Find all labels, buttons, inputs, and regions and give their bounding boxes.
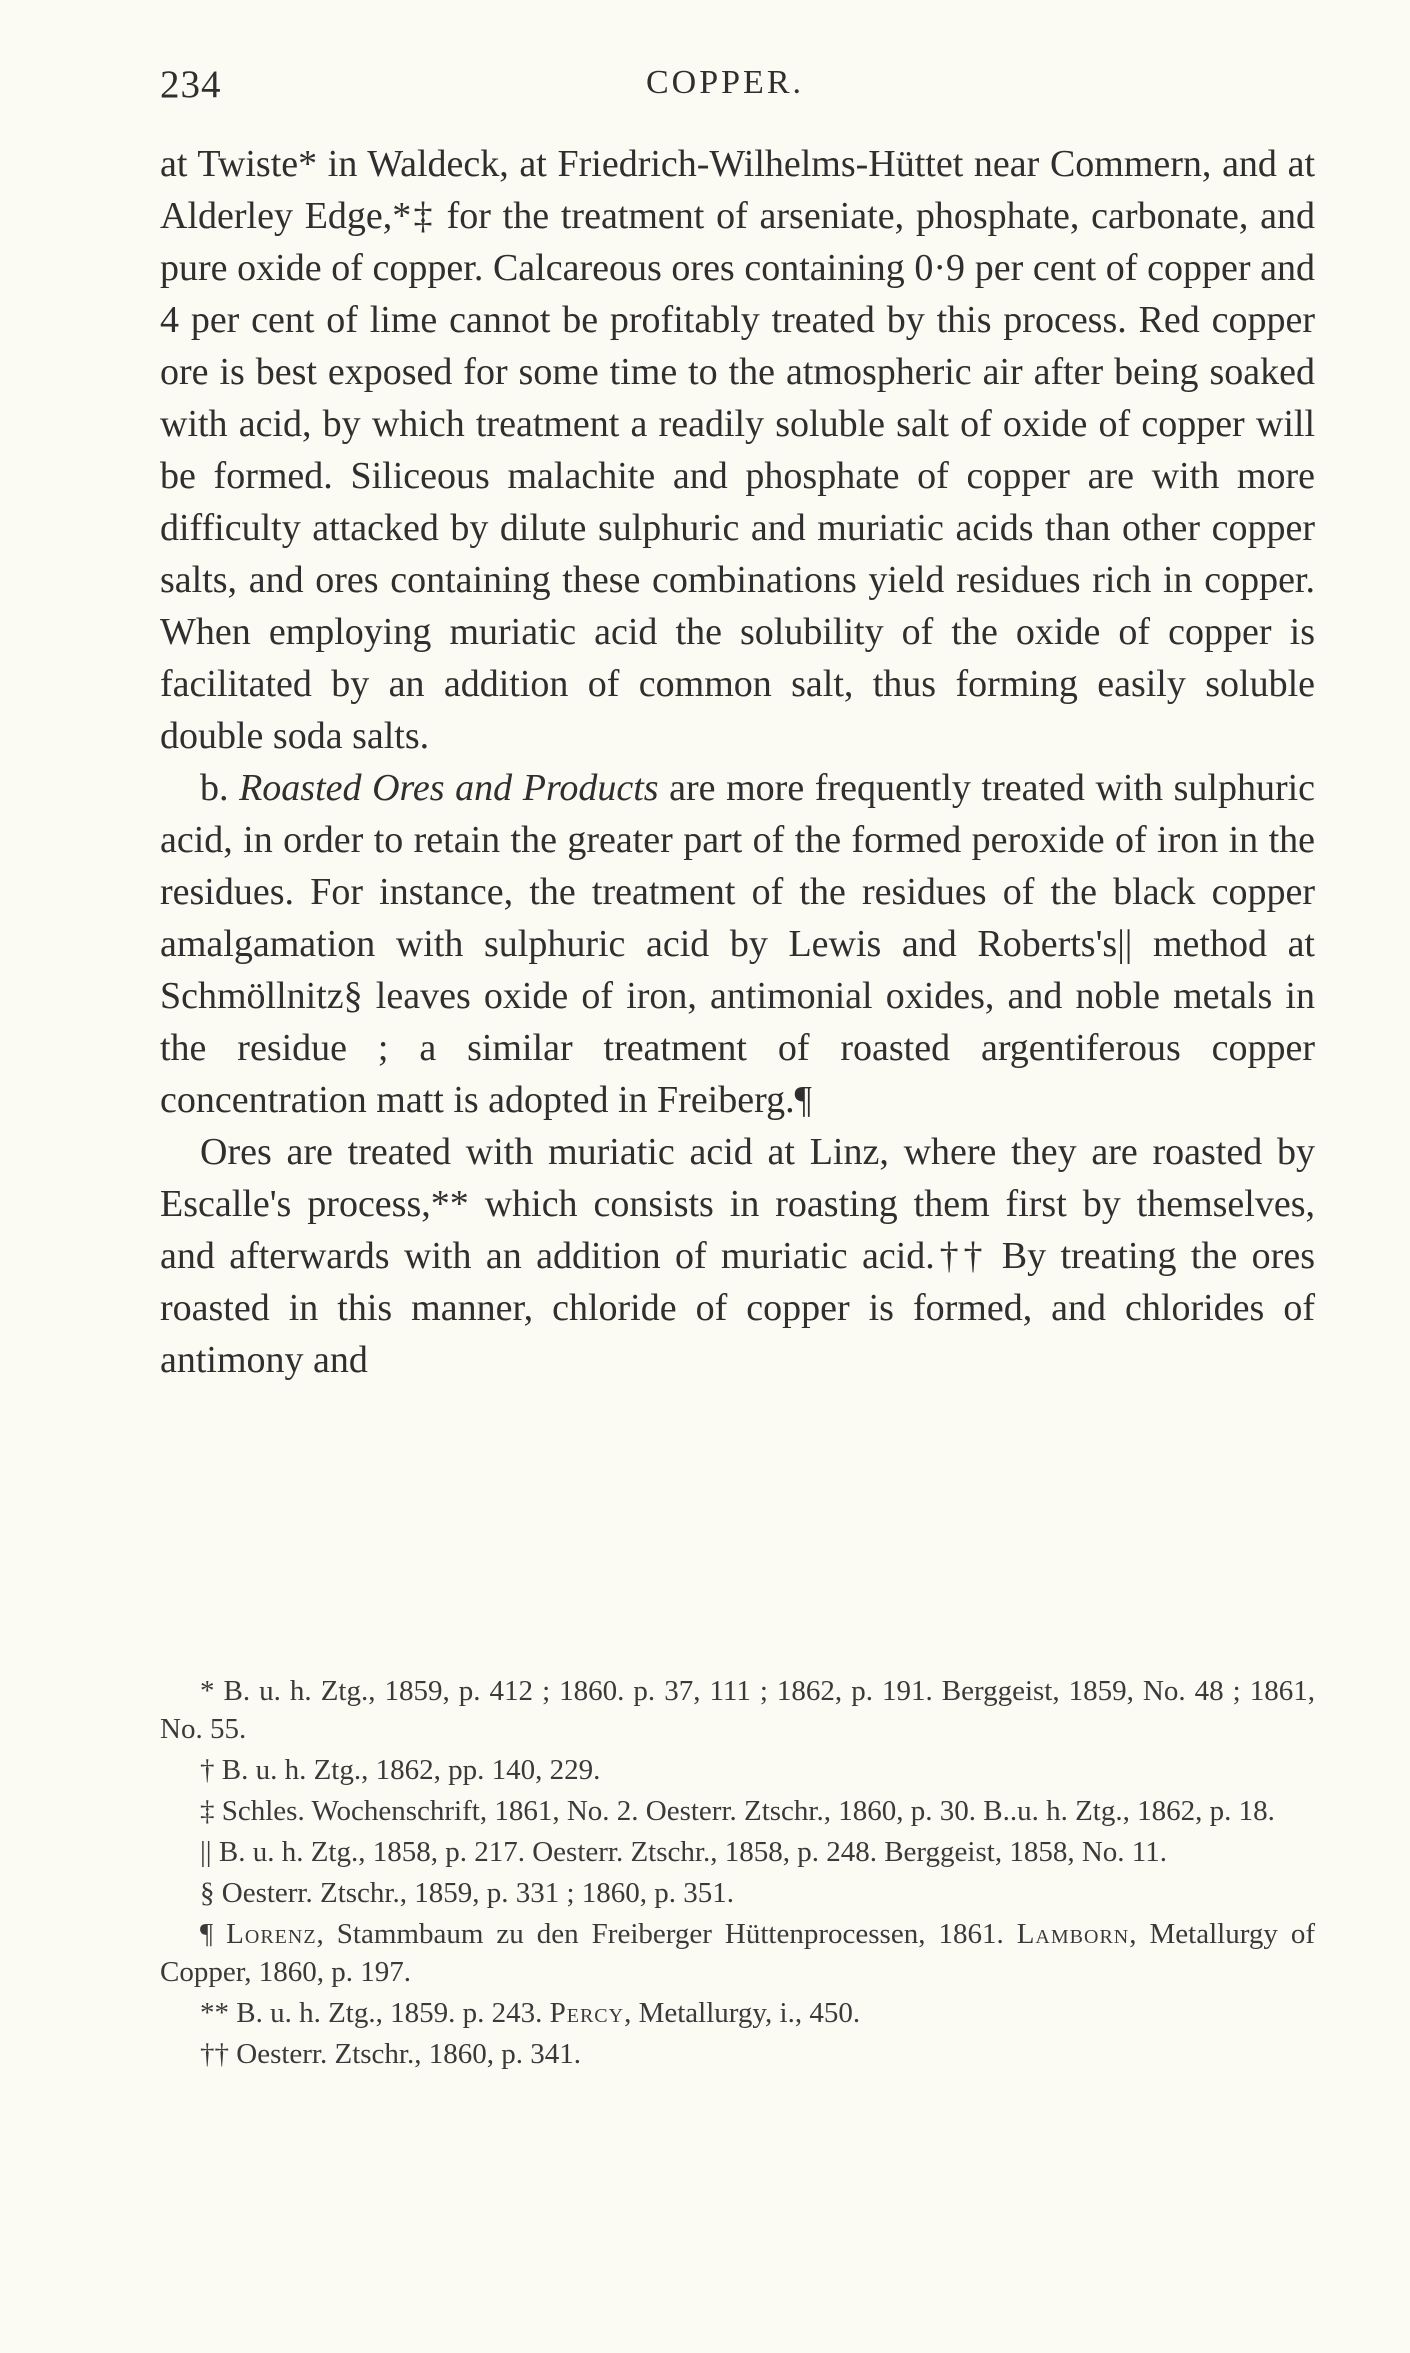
footnote-2: † B. u. h. Ztg., 1862, pp. 140, 229.	[200, 1754, 601, 1786]
footnote-3: ‡ Schles. Wochenschrift, 1861, No. 2. Oesterr. Ztschr., 1860, p. 30. B..u. h. Ztg., 1862, p. 18.	[200, 1795, 1275, 1827]
footnotes	[160, 1672, 1315, 2076]
footnote-7-text-1: ** B. u. h. Ztg., 1859. p. 243.	[200, 1997, 543, 2029]
footnote-6-mark: ¶	[200, 1918, 214, 1950]
paragraph-2	[160, 762, 1315, 1126]
footnote-7-author: Percy	[549, 1997, 625, 2029]
footnote-7-text-2: , Metallurgy, i., 450.	[624, 1997, 861, 2029]
footnote-6	[160, 1915, 1315, 1991]
footnote-6-text-1: , Stammbaum zu den Freiberger Hüttenprocessen, 1861.	[316, 1918, 1004, 1950]
running-title: COPPER.	[646, 64, 804, 101]
paragraph-2-label: b.	[200, 767, 229, 809]
footnote-7	[160, 1994, 1315, 2032]
footnote-5: § Oesterr. Ztschr., 1859, p. 331 ; 1860, p. 351.	[200, 1877, 735, 1909]
footnote-6-author-1: Lorenz	[226, 1918, 317, 1950]
paragraph-1: at Twiste* in Waldeck, at Friedrich-Wilhelms-Hüttet near Commern, and at Alderley Edge,*‡ for the treatment of arseniate, phosphate, carbonate, and pure oxide of copper. Calcareous ores containing 0·9 per cent of copper and 4 per cent of lime cannot be profitably treated by this process. Red copper ore is best exposed for some time to the atmospheric air after being soaked with acid, by which treatment a readily soluble salt of oxide of copper will be formed. Siliceous malachite and phosphate of copper are with more difficulty attacked by dilute sulphuric and muriatic acids than other copper salts, and ores containing these combinations yield residues rich in copper. When employing muriatic acid the solubility of the oxide of copper is facilitated by an addition of common salt, thus forming easily soluble double soda salts.	[160, 143, 1315, 757]
footnote-4: || B. u. h. Ztg., 1858, p. 217. Oesterr. Ztschr., 1858, p. 248. Berggeist, 1858, No. 11.	[200, 1836, 1167, 1868]
page-number: 234	[160, 63, 222, 106]
body-text	[160, 138, 1315, 1386]
footnote-6-author-2: Lamborn	[1016, 1918, 1130, 1950]
paragraph-2-text: are more frequently treated with sulphuric acid, in order to retain the greater part of the formed peroxide of iron in the residues. For instance, the treatment of the residues of the black copper amalgamation with sulphuric acid by Lewis and Roberts's|| method at Schmöllnitz§ leaves oxide of iron, antimonial oxides, and noble metals in the residue ; a similar treatment of roasted argentiferous copper concentration matt is adopted in Freiberg.¶	[160, 767, 1316, 1121]
paragraph-3: Ores are treated with muriatic acid at Linz, where they are roasted by Escalle's process,** which consists in roasting them first by themselves, and afterwards with an addition of muriatic acid.†† By treating the ores roasted in this manner, chloride of copper is formed, and chlorides of antimony and	[160, 1131, 1315, 1381]
paragraph-2-heading: Roasted Ores and Products	[239, 767, 659, 809]
footnote-1: * B. u. h. Ztg., 1859, p. 412 ; 1860. p. 37, 111 ; 1862, p. 191. Berggeist, 1859, No. 48 ; 1861, No. 55.	[160, 1675, 1315, 1745]
footnote-8: †† Oesterr. Ztschr., 1860, p. 341.	[200, 2038, 581, 2070]
footnote-6-text-2: , Metallurgy of Copper, 1860, p. 197.	[160, 1918, 1315, 1988]
